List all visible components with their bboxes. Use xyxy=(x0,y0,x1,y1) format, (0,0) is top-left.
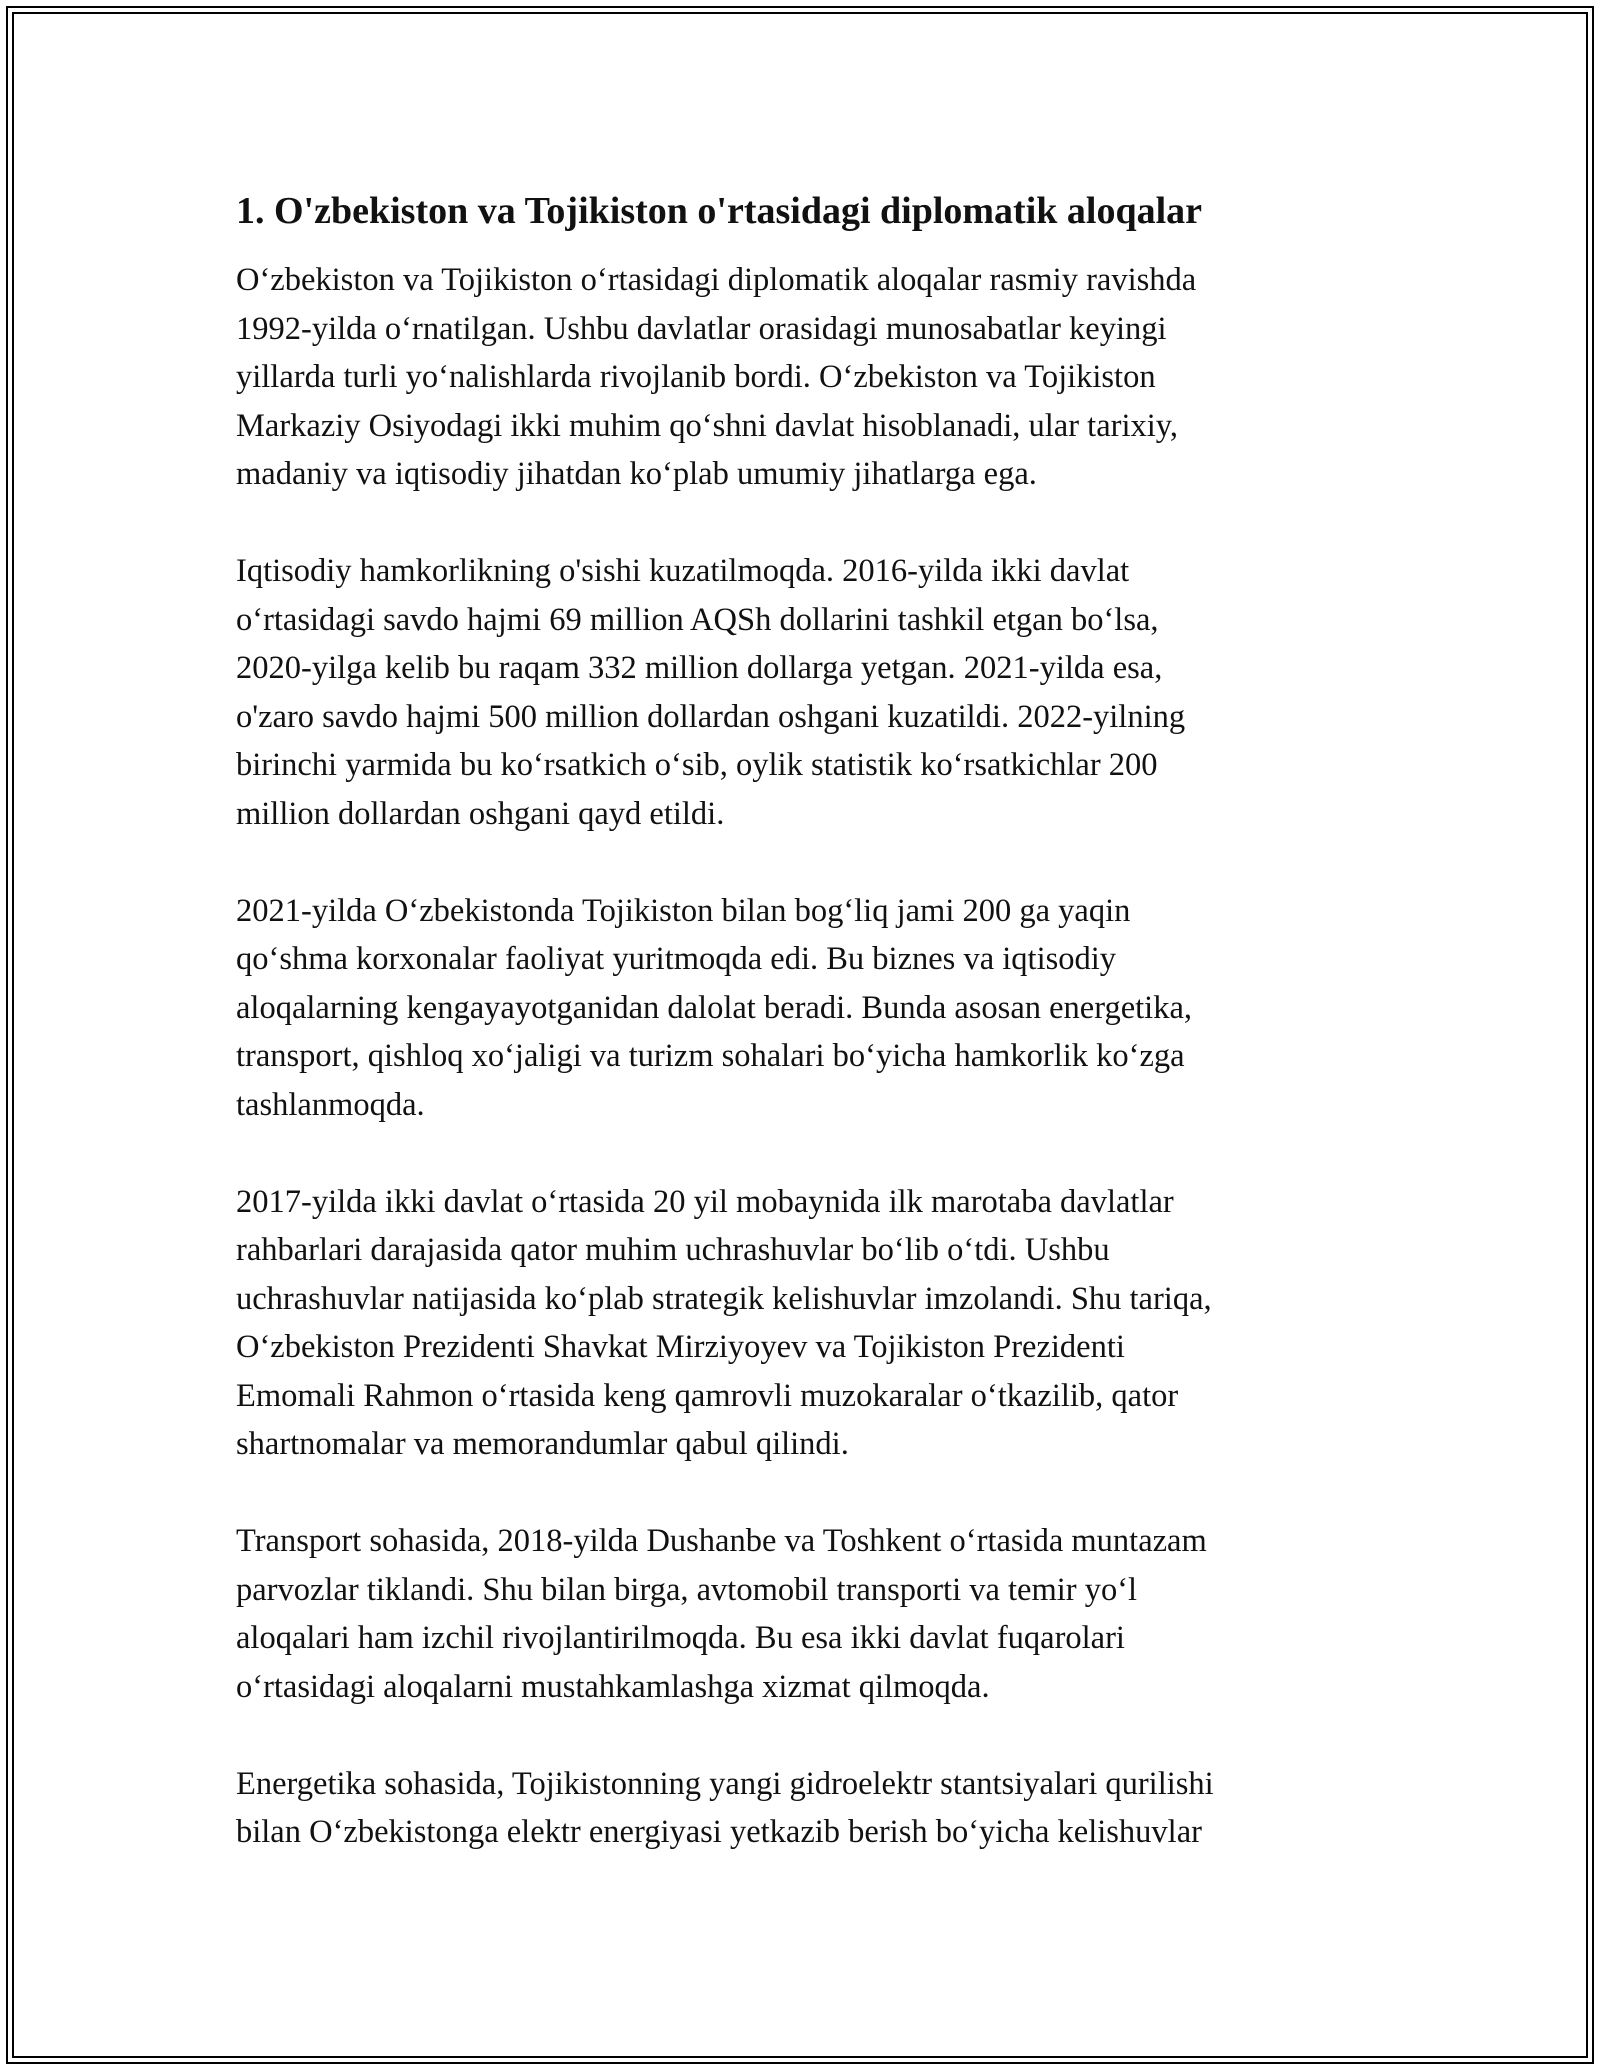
paragraph-transport: Transport sohasida, 2018-yilda Dushanbe va Toshkent o‘rtasida muntazam parvozlar tiklandi. Shu bilan birga, avtomobil transporti va temir yo‘l aloqalari ham izchil rivojlantirilmoqda. Bu esa ikki davlat fuqarolari o‘rtasidagi aloqalarni mustahkamlashga xizmat qilmoqda. xyxy=(236,1523,1207,1705)
document-body xyxy=(236,186,1356,1905)
document-title: 1. O'zbekiston va Tojikiston o'rtasidagi diplomatik aloqalar xyxy=(236,190,1203,232)
paragraph-joint-ventures: 2021-yilda O‘zbekistonda Tojikiston bilan bog‘liq jami 200 ga yaqin qo‘shma korxonalar faoliyat yuritmoqda edi. Bu biznes va iqtisodiy aloqalarning kengayayotganidan dalolat beradi. Bunda asosan energetika, transport, qishloq xo‘jaligi va turizm sohalari bo‘yicha hamkorlik ko‘zga tashlanmoqda. xyxy=(236,892,1193,1123)
paragraph-economic-cooperation: Iqtisodiy hamkorlikning o'sishi kuzatilmoqda. 2016-yilda ikki davlat o‘rtasidagi savdo hajmi 69 million AQSh dollarini tashkil etgan bo‘lsa, 2020-yilga kelib bu raqam 332 million dollarga yetgan. 2021-yilda esa, o'zaro savdo hajmi 500 million dollardan oshgani kuzatildi. 2022-yilning birinchi yarmida bu ko‘rsatkich o‘sib, oylik statistik ko‘rsatkichlar 200 million dollardan oshgani qayd etildi. xyxy=(236,553,1186,832)
paragraph-energy: Energetika sohasida, Tojikistonning yangi gidroelektr stantsiyalari qurilishi bilan O‘zbekistonga elektr energiyasi yetkazib berish bo‘yicha kelishuvlar xyxy=(236,1765,1214,1850)
paragraph-leaders-meetings: 2017-yilda ikki davlat o‘rtasida 20 yil mobaynida ilk marotaba davlatlar rahbarlari darajasida qator muhim uchrashuvlar bo‘lib o‘tdi. Ushbu uchrashuvlar natijasida ko‘plab strategik kelishuvlar imzolandi. Shu tariqa, O‘zbekiston Prezidenti Shavkat Mirziyoyev va Tojikiston Prezidenti Emomali Rahmon o‘rtasida keng qamrovli muzokaralar o‘tkazilib, qator shartnomalar va memorandumlar qabul qilindi. xyxy=(236,1183,1212,1462)
paragraph-diplomatic-relations: O‘zbekiston va Tojikiston o‘rtasidagi diplomatik aloqalar rasmiy ravishda 1992-yilda o‘rnatilgan. Ushbu davlatlar orasidagi munosabatlar keyingi yillarda turli yo‘nalishlarda rivojlanib bordi. O‘zbekiston va Tojikiston Markaziy Osiyodagi ikki muhim qo‘shni davlat hisoblanadi, ular tarixiy, madaniy va iqtisodiy jihatdan ko‘plab umumiy jihatlarga ega. xyxy=(236,262,1197,492)
